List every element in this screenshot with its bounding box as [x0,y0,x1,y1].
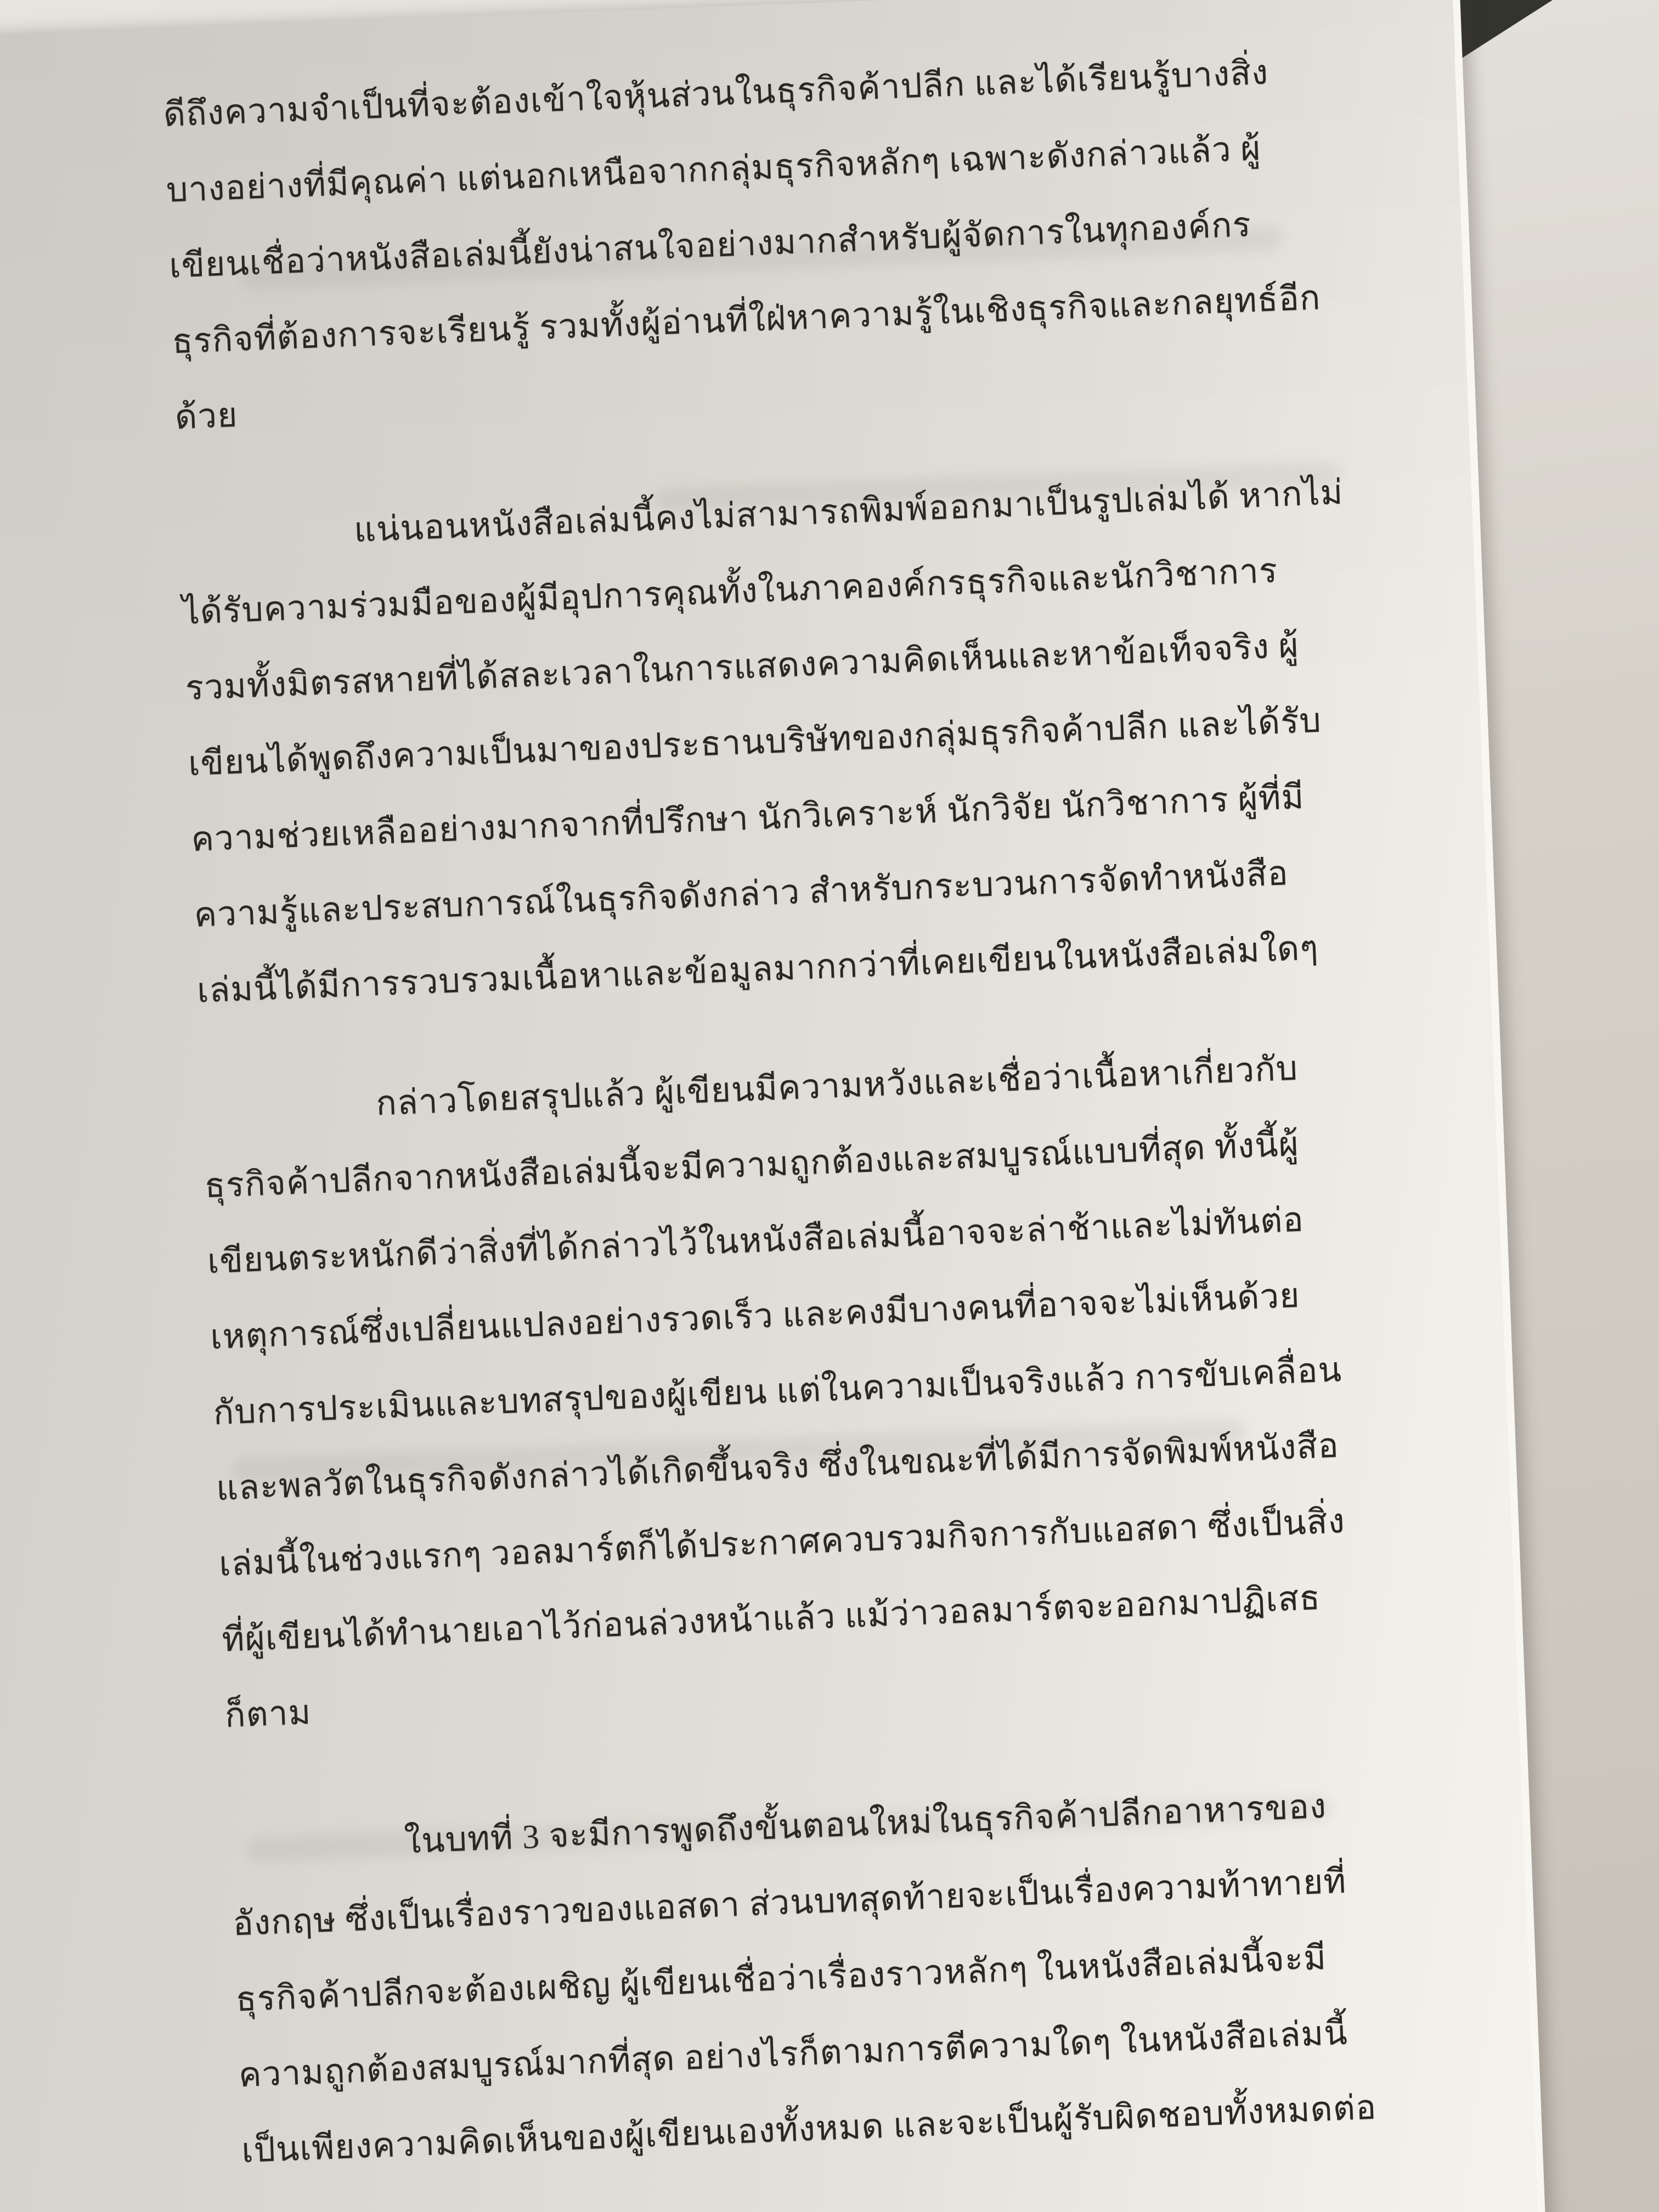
text-line: เล่มนี้ในช่วงแรกๆ วอลมาร์ตก็ได้ประกาศควบรวมกิจการกับแอสดา ซึ่งเป็นสิ่ง [218,1503,1346,1583]
text-line: ธุรกิจที่ต้องการจะเรียนรู้ รวมทั้งผู้อ่านที่ใฝ่หาความรู้ในเชิงธุรกิจและกลยุทธ์อีก [171,279,1322,361]
text-line: และพลวัตในธุรกิจดังกล่าวได้เกิดขึ้นจริง ซึ่งในขณะที่ได้มีการจัดพิมพ์หนังสือ [215,1427,1340,1508]
paragraph [178,451,1459,1029]
text-line: เล่มนี้ได้มีการรวบรวมเนื้อหาและข้อมูลมากกว่าที่เคยเขียนในหนังสือเล่มใดๆ [196,929,1319,1010]
text-line: ก็ตาม [224,1694,312,1735]
text-line: เขียนตระหนักดีว่าสิ่งที่ได้กล่าวไว้ในหนังสือเล่มนี้อาจจะล่าช้าและไม่ทันต่อ [206,1201,1305,1281]
paragraph [162,29,1437,456]
text-line: ความถูกต้องสมบูรณ์มากที่สุด อย่างไรก็ตามการตีความใดๆ ในหนังสือเล่มนี้ [238,2014,1348,2095]
text-line: อังกฤษ ซึ่งเป็นเรื่องราวของแอสดา ส่วนบทสุดท้ายจะเป็นเรื่องความท้าทายที่ [232,1863,1347,1943]
text-line: รวมทั้งมิตรสหายที่ได้สละเวลาในการแสดงความคิดเห็นและหาข้อเท็จจริง ผู้ [184,627,1300,708]
text-line: ความช่วยเหลืออย่างมากจากที่ปรึกษา นักวิเคราะห์ นักวิจัย นักวิชาการ ผู้ที่มี [190,778,1305,859]
text-line: เป็นเพียงความคิดเห็นของผู้เขียนเองทั้งหมด และจะเป็นผู้รับผิดชอบทั้งหมดต่อ [241,2089,1378,2170]
text-line: กับการประเมินและบทสรุปของผู้เขียน แต่ในความเป็นจริงแล้ว การขับเคลื่อน [212,1351,1343,1432]
text-line: ธุรกิจค้าปลีกจะต้องเผชิญ ผู้เขียนเชื่อว่าเรื่องราวหลักๆ ในหนังสือเล่มนี้จะมี [235,1939,1328,2019]
text-block [162,29,1504,2189]
text-line: ได้รับความร่วมมือของผู้มีอุปการคุณทั้งในภาคองค์กรธุรกิจและนักวิชาการ [182,552,1279,632]
text-line: เหตุการณ์ซึ่งเปลี่ยนแปลงอย่างรวดเร็ว และคงมีบางคนที่อาจจะไม่เห็นด้วย [210,1277,1301,1357]
text-line: เขียนเชื่อว่าหนังสือเล่มนี้ยังน่าสนใจอย่างมากสำหรับผู้จัดการในทุกองค์กร [168,206,1252,285]
text-line: บางอย่างที่มีคุณค่า แต่นอกเหนือจากกลุ่มธุรกิจหลักๆ เฉพาะดังกล่าวแล้ว ผู้ [165,130,1262,210]
text-line: กล่าวโดยสรุปแล้ว ผู้เขียนมีความหวังและเชื่อว่าเนื้อหาเกี่ยวกับ [375,1049,1299,1123]
paragraph [229,1762,1504,2189]
text-line: ด้วย [174,397,239,437]
text-line: ดีถึงความจำเป็นที่จะต้องเข้าใจหุ้นส่วนในธุรกิจค้าปลีก และได้เรียนรู้บางสิ่ง [162,54,1269,134]
text-line: ในบทที่ 3 จะมีการพูดถึงขั้นตอนใหม่ในธุรกิจค้าปลีกอาหารของ [403,1787,1328,1861]
text-line: เขียนได้พูดถึงความเป็นมาของประธานบริษัทของกลุ่มธุรกิจค้าปลีก และได้รับ [187,702,1322,783]
text-line: ธุรกิจค้าปลีกจากหนังสือเล่มนี้จะมีความถูกต้องและสมบูรณ์แบบที่สุด ทั้งนี้ผู้ [204,1125,1300,1205]
text-line: ที่ผู้เขียนได้ทำนายเอาไว้ก่อนล่วงหน้าแล้ว แม้ว่าวอลมาร์ตจะออกมาปฏิเสธ [221,1579,1322,1659]
text-line: แน่นอนหนังสือเล่มนี้คงไม่สามารถพิมพ์ออกมาเป็นรูปเล่มได้ หากไม่ [353,473,1344,550]
paragraph [200,1024,1487,1753]
text-line: ความรู้และประสบการณ์ในธุรกิจดังกล่าว สำหรับกระบวนการจัดทำหนังสือ [193,855,1289,934]
